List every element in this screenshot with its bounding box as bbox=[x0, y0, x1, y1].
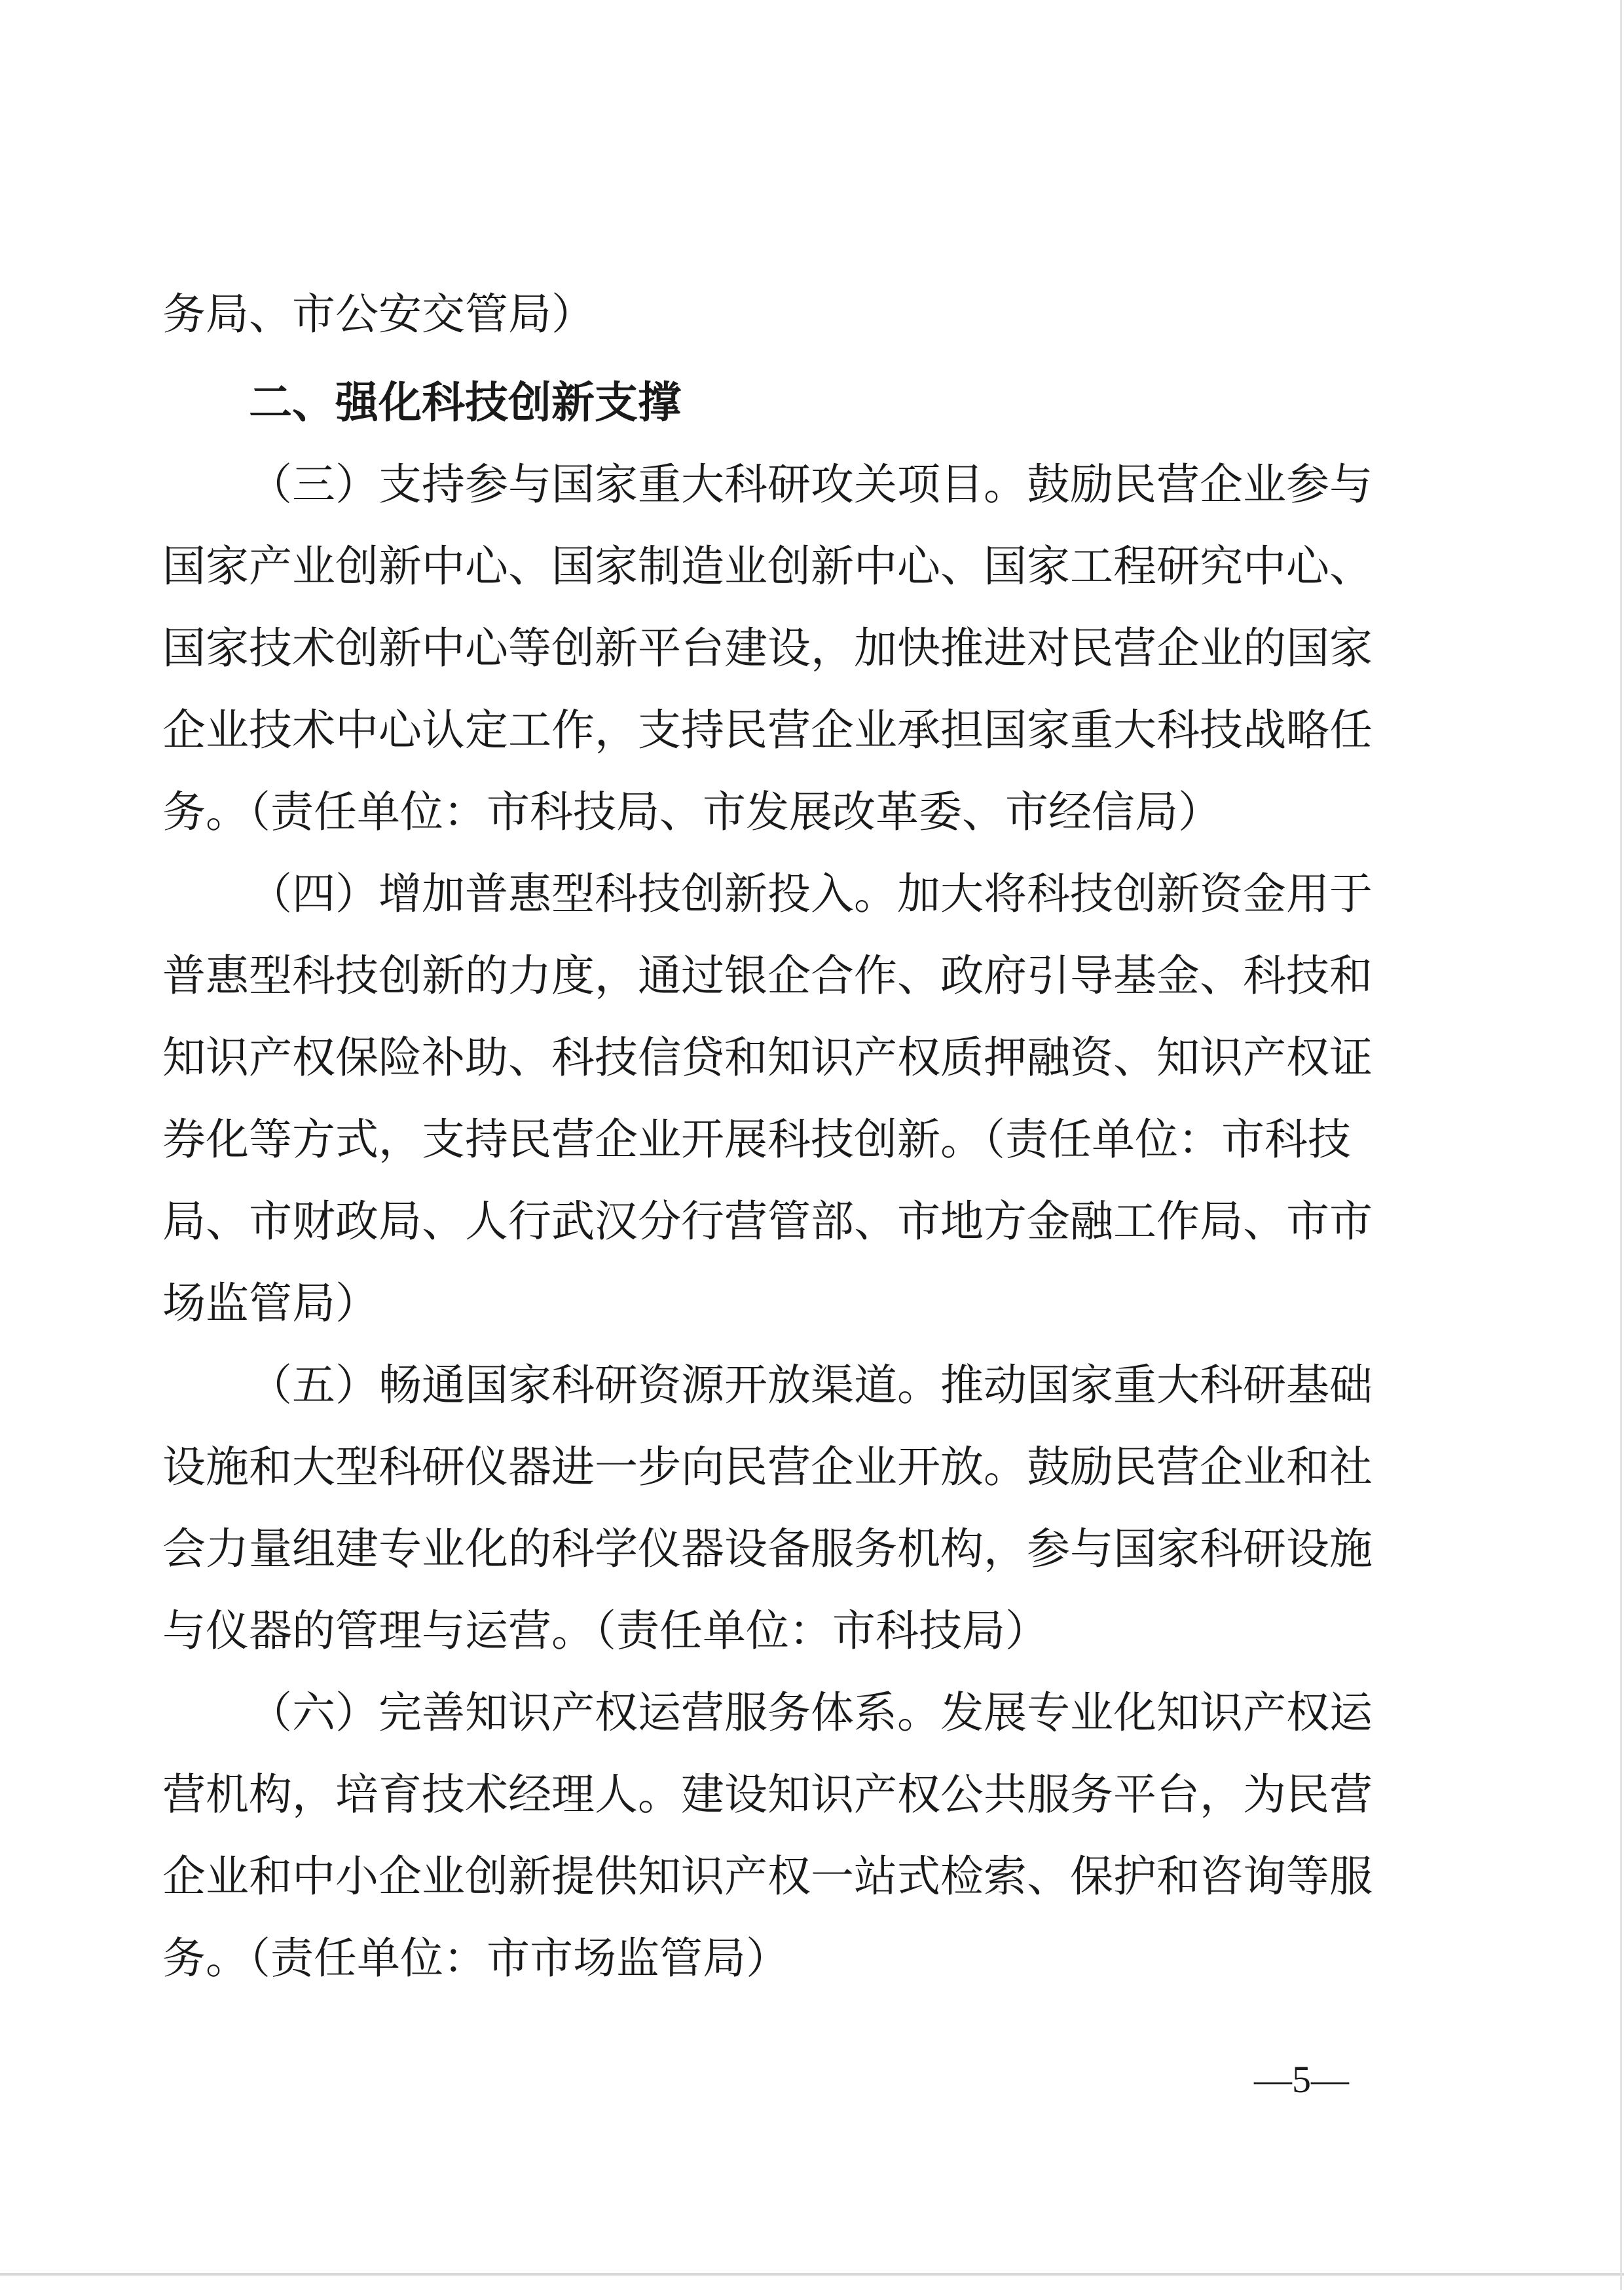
text-line: 与仪器的管理与运营。（责任单位：市科技局） bbox=[162, 1605, 1048, 1656]
paragraph-heading-line: （三）支持参与国家重大科研攻关项目。鼓励民营企业参与 bbox=[249, 459, 1373, 510]
paragraph-heading-line: （四）增加普惠型科技创新投入。加大将科技创新资金用于 bbox=[249, 869, 1373, 919]
text-line: 营机构，培育技术经理人。建设知识产权公共服务平台，为民营 bbox=[162, 1769, 1373, 1820]
text-line: 设施和大型科研仪器进一步向民营企业开放。鼓励民营企业和社 bbox=[162, 1442, 1373, 1492]
text-line: 务。（责任单位：市科技局、市发展改革委、市经信局） bbox=[162, 787, 1221, 837]
text-line: 会力量组建专业化的科学仪器设备服务机构，参与国家科研设施 bbox=[162, 1524, 1373, 1574]
page-number: —5— bbox=[1254, 2058, 1349, 2101]
paragraph-heading-line: （五）畅通国家科研资源开放渠道。推动国家重大科研基础 bbox=[249, 1360, 1373, 1410]
text-line: 务局、市公安交管局） bbox=[162, 289, 595, 339]
text-line: 局、市财政局、人行武汉分行营管部、市地方金融工作局、市市 bbox=[162, 1196, 1373, 1247]
section-heading: 二、强化科技创新支撑 bbox=[249, 377, 681, 428]
text-line: 券化等方式，支持民营企业开展科技创新。（责任单位：市科技 bbox=[162, 1114, 1351, 1165]
text-line: 务。（责任单位：市市场监管局） bbox=[162, 1933, 789, 1983]
scan-edge-right bbox=[1620, 0, 1622, 2290]
text-line: 企业技术中心认定工作，支持民营企业承担国家重大科技战略任 bbox=[162, 705, 1373, 755]
text-line: 国家技术创新中心等创新平台建设，加快推进对民营企业的国家 bbox=[162, 623, 1373, 673]
text-line: 国家产业创新中心、国家制造业创新中心、国家工程研究中心、 bbox=[162, 541, 1373, 591]
text-line: 企业和中小企业创新提供知识产权一站式检索、保护和咨询等服 bbox=[162, 1851, 1373, 1902]
paragraph-heading-line: （六）完善知识产权运营服务体系。发展专业化知识产权运 bbox=[249, 1687, 1373, 1738]
text-line: 知识产权保险补助、科技信贷和知识产权质押融资、知识产权证 bbox=[162, 1032, 1373, 1083]
text-line: 普惠型科技创新的力度，通过银企合作、政府引导基金、科技和 bbox=[162, 950, 1373, 1001]
scan-edge-bottom bbox=[0, 2273, 1624, 2276]
text-line: 场监管局） bbox=[162, 1278, 378, 1328]
